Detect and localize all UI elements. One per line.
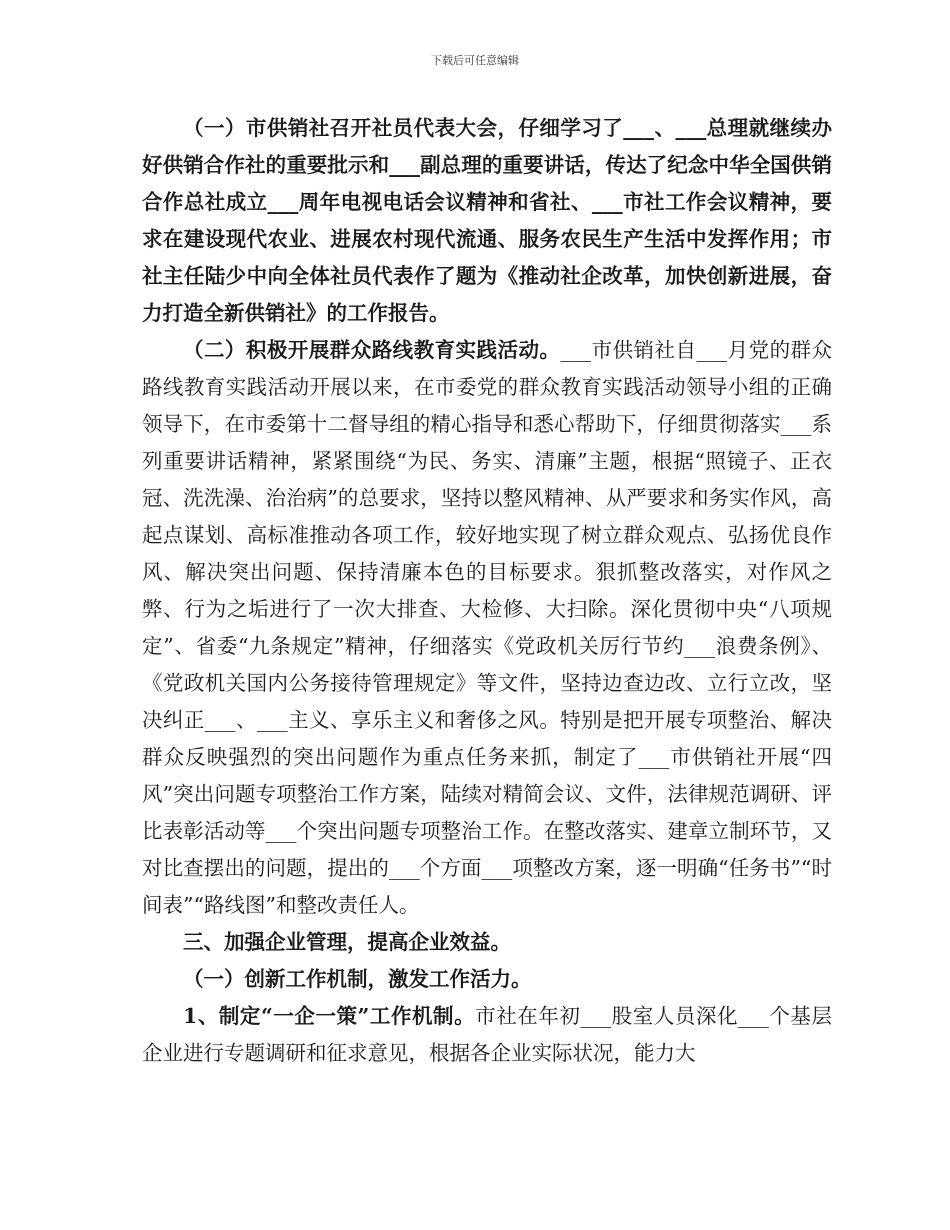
section-title: 三、加强企业管理，提高企业效益。	[183, 930, 511, 954]
subsection-title: （一）创新工作机制，激发工作活力。	[183, 967, 532, 991]
paragraph-one-enterprise-one-policy	[142, 998, 832, 1072]
paragraph-representative-congress: （一）市供销社召开社员代表大会，仔细学习了___、___总理就继续办好供销合作社的重要批示和___副总理的重要讲话，传达了纪念中华全国供销合作总社成立___周年电视电话会议精神和省社、___市社工作会议精神，要求在建设现代农业、进展农村现代流通、服务农民生产生活中发挥作用；市社主任陆少中向全体社员代表作了题为《推动社企改革，加快创新进展，奋力打造全新供销社》的工作报告。	[142, 116, 832, 325]
page-header: 下载后可任意编辑	[431, 54, 519, 67]
document-body	[142, 110, 832, 1072]
paragraph-heading: （二）积极开展群众路线教育实践活动。	[183, 338, 561, 362]
paragraph-mass-line-education	[142, 332, 832, 924]
paragraph-text: 市社在年初___股室人员深化___个基层企业进行专题调研和征求意见，根据各企业实际状况，能力大	[142, 1004, 832, 1065]
paragraph-heading: 1、制定“一企一策”工作机制。	[183, 1004, 476, 1028]
paragraph-text: ___市供销社自___月党的群众路线教育实践活动开展以来，在市委党的群众教育实践活动领导小组的正确领导下，在市委第十二督导组的精心指导和悉心帮助下，仔细贯彻落实___系列重要讲话精神，紧紧围绕“为民、务实、清廉”主题，根据“照镜子、正衣冠、洗洗澡、治治病”的总要求，坚持以整风精神、从严要求和务实作风，高起点谋划、高标准推动各项工作，较好地实现了树立群众观点、弘扬优良作风、解决突出问题、保持清廉本色的目标要求。狠抓整改落实，对作风之弊、行为之垢进行了一次大排查、大检修、大扫除。深化贯彻中央“八项规定”、省委“九条规定”精神，仔细落实《党政机关厉行节约___浪费条例》、《党政机关国内公务接待管理规定》等文件，坚持边查边改、立行立改，坚决纠正___、___主义、享乐主义和奢侈之风。特别是把开展专项整治、解决群众反映强烈的突出问题作为重点任务来抓，制定了___市供销社开展“四风”突出问题专项整治工作方案，陆续对精简会议、文件，法律规范调研、评比表彰活动等___个突出问题专项整治工作。在整改落实、建章立制环节，又对比查摆出的问题，提出的___个方面___项整改方案，逐一明确“任务书”“时间表”“路线图”和整改责任人。	[142, 338, 833, 917]
